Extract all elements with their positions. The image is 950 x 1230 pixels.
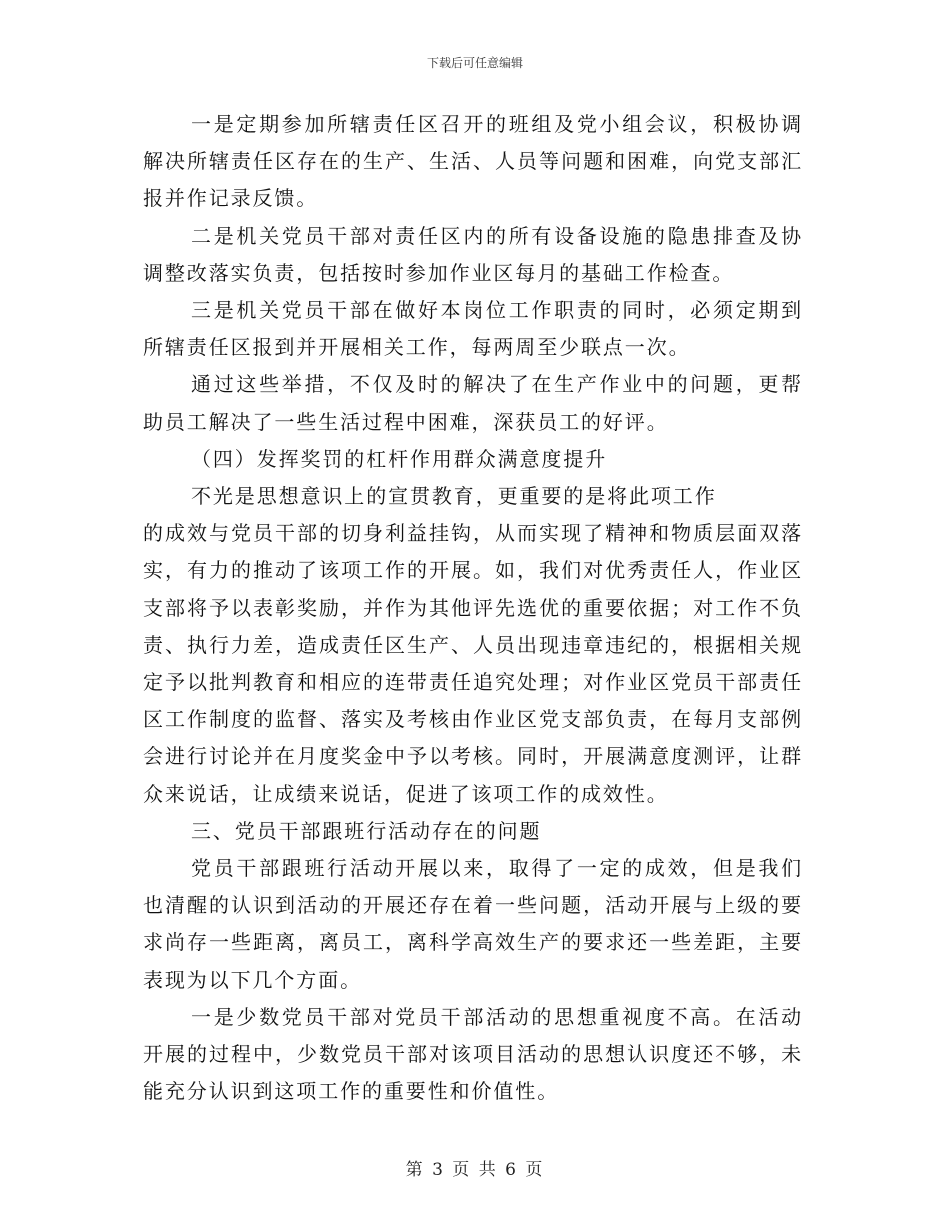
paragraph-6: 的成效与党员干部的切身利益挂钩，从而实现了精神和物质层面双落实，有力的推动了该项工作的开展。如，我们对优秀责任人，作业区支部将予以表彰奖励，并作为其他评先选优的重要依据；对工作不负责、执行力差，造成责任区生产、人员出现违章违纪的，根据相关规定予以批判教育和相应的连带责任追究处理；对作业区党员干部责任区工作制度的监督、落实及考核由作业区党支部负责，在每月支部例会进行讨论并在月度奖金中予以考核。同时，开展满意度测评，让群众来说话，让成绩来说话，促进了该项工作的成效性。 xyxy=(143,521,803,806)
section-heading-4: （四）发挥奖罚的杠杆作用群众满意度提升 xyxy=(191,446,608,471)
page-footer: 第 3 页 共 6 页 xyxy=(405,1160,545,1180)
paragraph-1: 一是定期参加所辖责任区召开的班组及党小组会议，积极协调解决所辖责任区存在的生产、生活、人员等问题和困难，向党支部汇报并作记录反馈。 xyxy=(143,112,803,211)
page-header: 下载后可任意编辑 xyxy=(426,56,523,70)
paragraph-4: 通过这些举措，不仅及时的解决了在生产作业中的问题，更帮助员工解决了一些生活过程中困难，深获员工的好评。 xyxy=(143,372,803,434)
paragraph-5: 不光是思想意识上的宣贯教育，更重要的是将此项工作 xyxy=(191,484,717,509)
paragraph-2: 二是机关党员干部对责任区内的所有设备设施的隐患排查及协调整改落实负责，包括按时参加作业区每月的基础工作检查。 xyxy=(143,223,803,285)
paragraph-8: 一是少数党员干部对党员干部活动的思想重视度不高。在活动开展的过程中，少数党员干部对该项目活动的思想认识度还不够，未能充分认识到这项工作的重要性和价值性。 xyxy=(143,1004,803,1104)
document-body xyxy=(143,106,803,1110)
paragraph-3: 三是机关党员干部在做好本岗位工作职责的同时，必须定期到所辖责任区报到并开展相关工作，每两周至少联点一次。 xyxy=(143,298,803,360)
section-heading-3: 三、党员干部跟班行活动存在的问题 xyxy=(191,818,542,843)
paragraph-7: 党员干部跟班行活动开展以来，取得了一定的成效，但是我们也清醒的认识到活动的开展还存在着一些问题，活动开展与上级的要求尚存一些距离，离员工，离科学高效生产的要求还一些差距，主要表现为以下几个方面。 xyxy=(143,856,803,992)
